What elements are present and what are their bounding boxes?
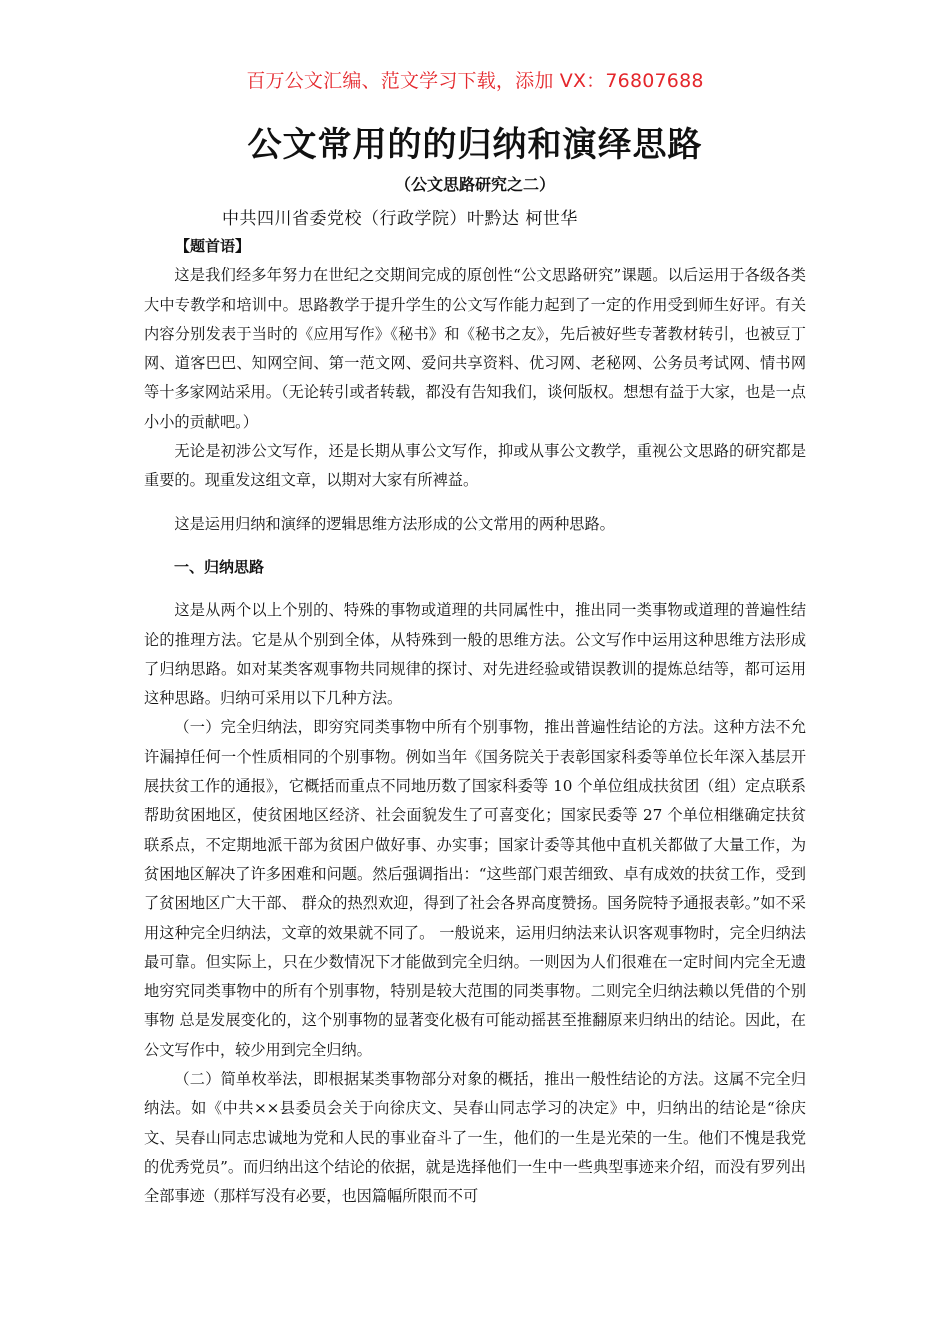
preface-paragraph-2: 无论是初涉公文写作，还是长期从事公文写作，抑或从事公文教学，重视公文思路的研究都是重要的。现重发这组文章，以期对大家有所裨益。	[144, 442, 806, 490]
preface-paragraph-1: 这是我们经多年努力在世纪之交期间完成的原创性“公文思路研究”课题。以后运用于各级各类大中专教学和培训中。思路教学于提升学生的公文写作能力起到了一定的作用受到师生好评。有关内容分别发表于当时的《应用写作》《秘书》和《秘书之友》，先后被好些专著教材转引，也被豆丁网、道客巴巴、知网空间、第一范文网、爱问共享资料、优习网、老秘网、公务员考试网、情书网等十多家网站采用。（无论转引或者转载，都没有告知我们，谈何版权。想想有益于大家，也是一点小小的贡献吧。）	[144, 266, 806, 431]
section-heading-induction: 一、归纳思路	[174, 557, 265, 576]
spacer	[144, 582, 806, 596]
promo-banner: 百万公文汇编、范文学习下载，添加 VX：76807688	[246, 70, 704, 92]
document-subtitle: （公文思路研究之二）	[394, 175, 555, 194]
spacer	[144, 539, 806, 553]
preface-label: 【题首语】	[175, 237, 251, 255]
intro-paragraph: 这是运用归纳和演绎的逻辑思维方法形成的公文常用的两种思路。	[174, 514, 615, 533]
section-paragraph-3: （二）简单枚举法，即根据某类事物部分对象的概括，推出一般性结论的方法。这属不完全归纳法。如《中共××县委员会关于向徐庆文、吴春山同志学习的决定》中，归纳出的结论是“徐庆文、吴春山同志忠诚地为党和人民的事业奋斗了一生，他们的一生是光荣的一生。他们不愧是我党的优秀党员”。而归纳出这个结论的依据，就是选择他们一生中一些典型事迹来介绍，而没有罗列出全部事迹（那样写没有必要，也因篇幅所限而不可	[144, 1070, 806, 1206]
section-paragraph-2: （一）完全归纳法，即穷究同类事物中所有个别事物，推出普遍性结论的方法。这种方法不允许漏掉任何一个性质相同的个别事物。例如当年《国务院关于表彰国家科委等单位长年深入基层开展扶贫工作的通报》，它概括而重点不同地历数了国家科委等 10 个单位组成扶贫团（组）定点联系帮助贫困地区，使贫困地区经济、社会面貌发生了可喜变化；国家民委等 27 个单位相继确定扶贫联系点，不定期地派干部为贫困户做好事、办实事；国家计委等其他中直机关都做了大量工作，为贫困地区解决了许多困难和问题。然后强调指出：“这些部门艰苦细致、卓有成效的扶贫工作，受到了贫困地区广大干部、 群众的热烈欢迎，得到了社会各界高度赞扬。国务院特予通报表彰。”如不采用这种完全归纳法，文章的效果就不同了。 一般说来，运用归纳法来认识客观事物时，完全归纳法最可靠。但实际上，只在少数情况下才能做到完全归纳。一则因为人们很难在一定时间内完全无遗地穷究同类事物中的所有个别事物，特别是较大范围的同类事物。二则完全归纳法赖以凭借的个别事物 总是发展变化的，这个别事物的显著变化极有可能动摇甚至推翻原来归纳出的结论。因此，在公文写作中，较少用到完全归纳。	[144, 718, 806, 1059]
document-title: 公文常用的的归纳和演绎思路	[247, 125, 703, 165]
spacer	[144, 496, 806, 510]
document-body	[144, 232, 806, 1212]
author-line: 中共四川省委党校（行政学院）叶黔达 柯世华	[222, 209, 578, 229]
section-paragraph-1: 这是从两个以上个别的、特殊的事物或道理的共同属性中，推出同一类事物或道理的普遍性结论的推理方法。它是从个别到全体，从特殊到一般的思维方法。公文写作中运用这种思维方法形成了归纳思路。如对某类客观事物共同规律的探讨、对先进经验或错误教训的提炼总结等，都可运用这种思路。归纳可采用以下几种方法。	[144, 601, 806, 708]
